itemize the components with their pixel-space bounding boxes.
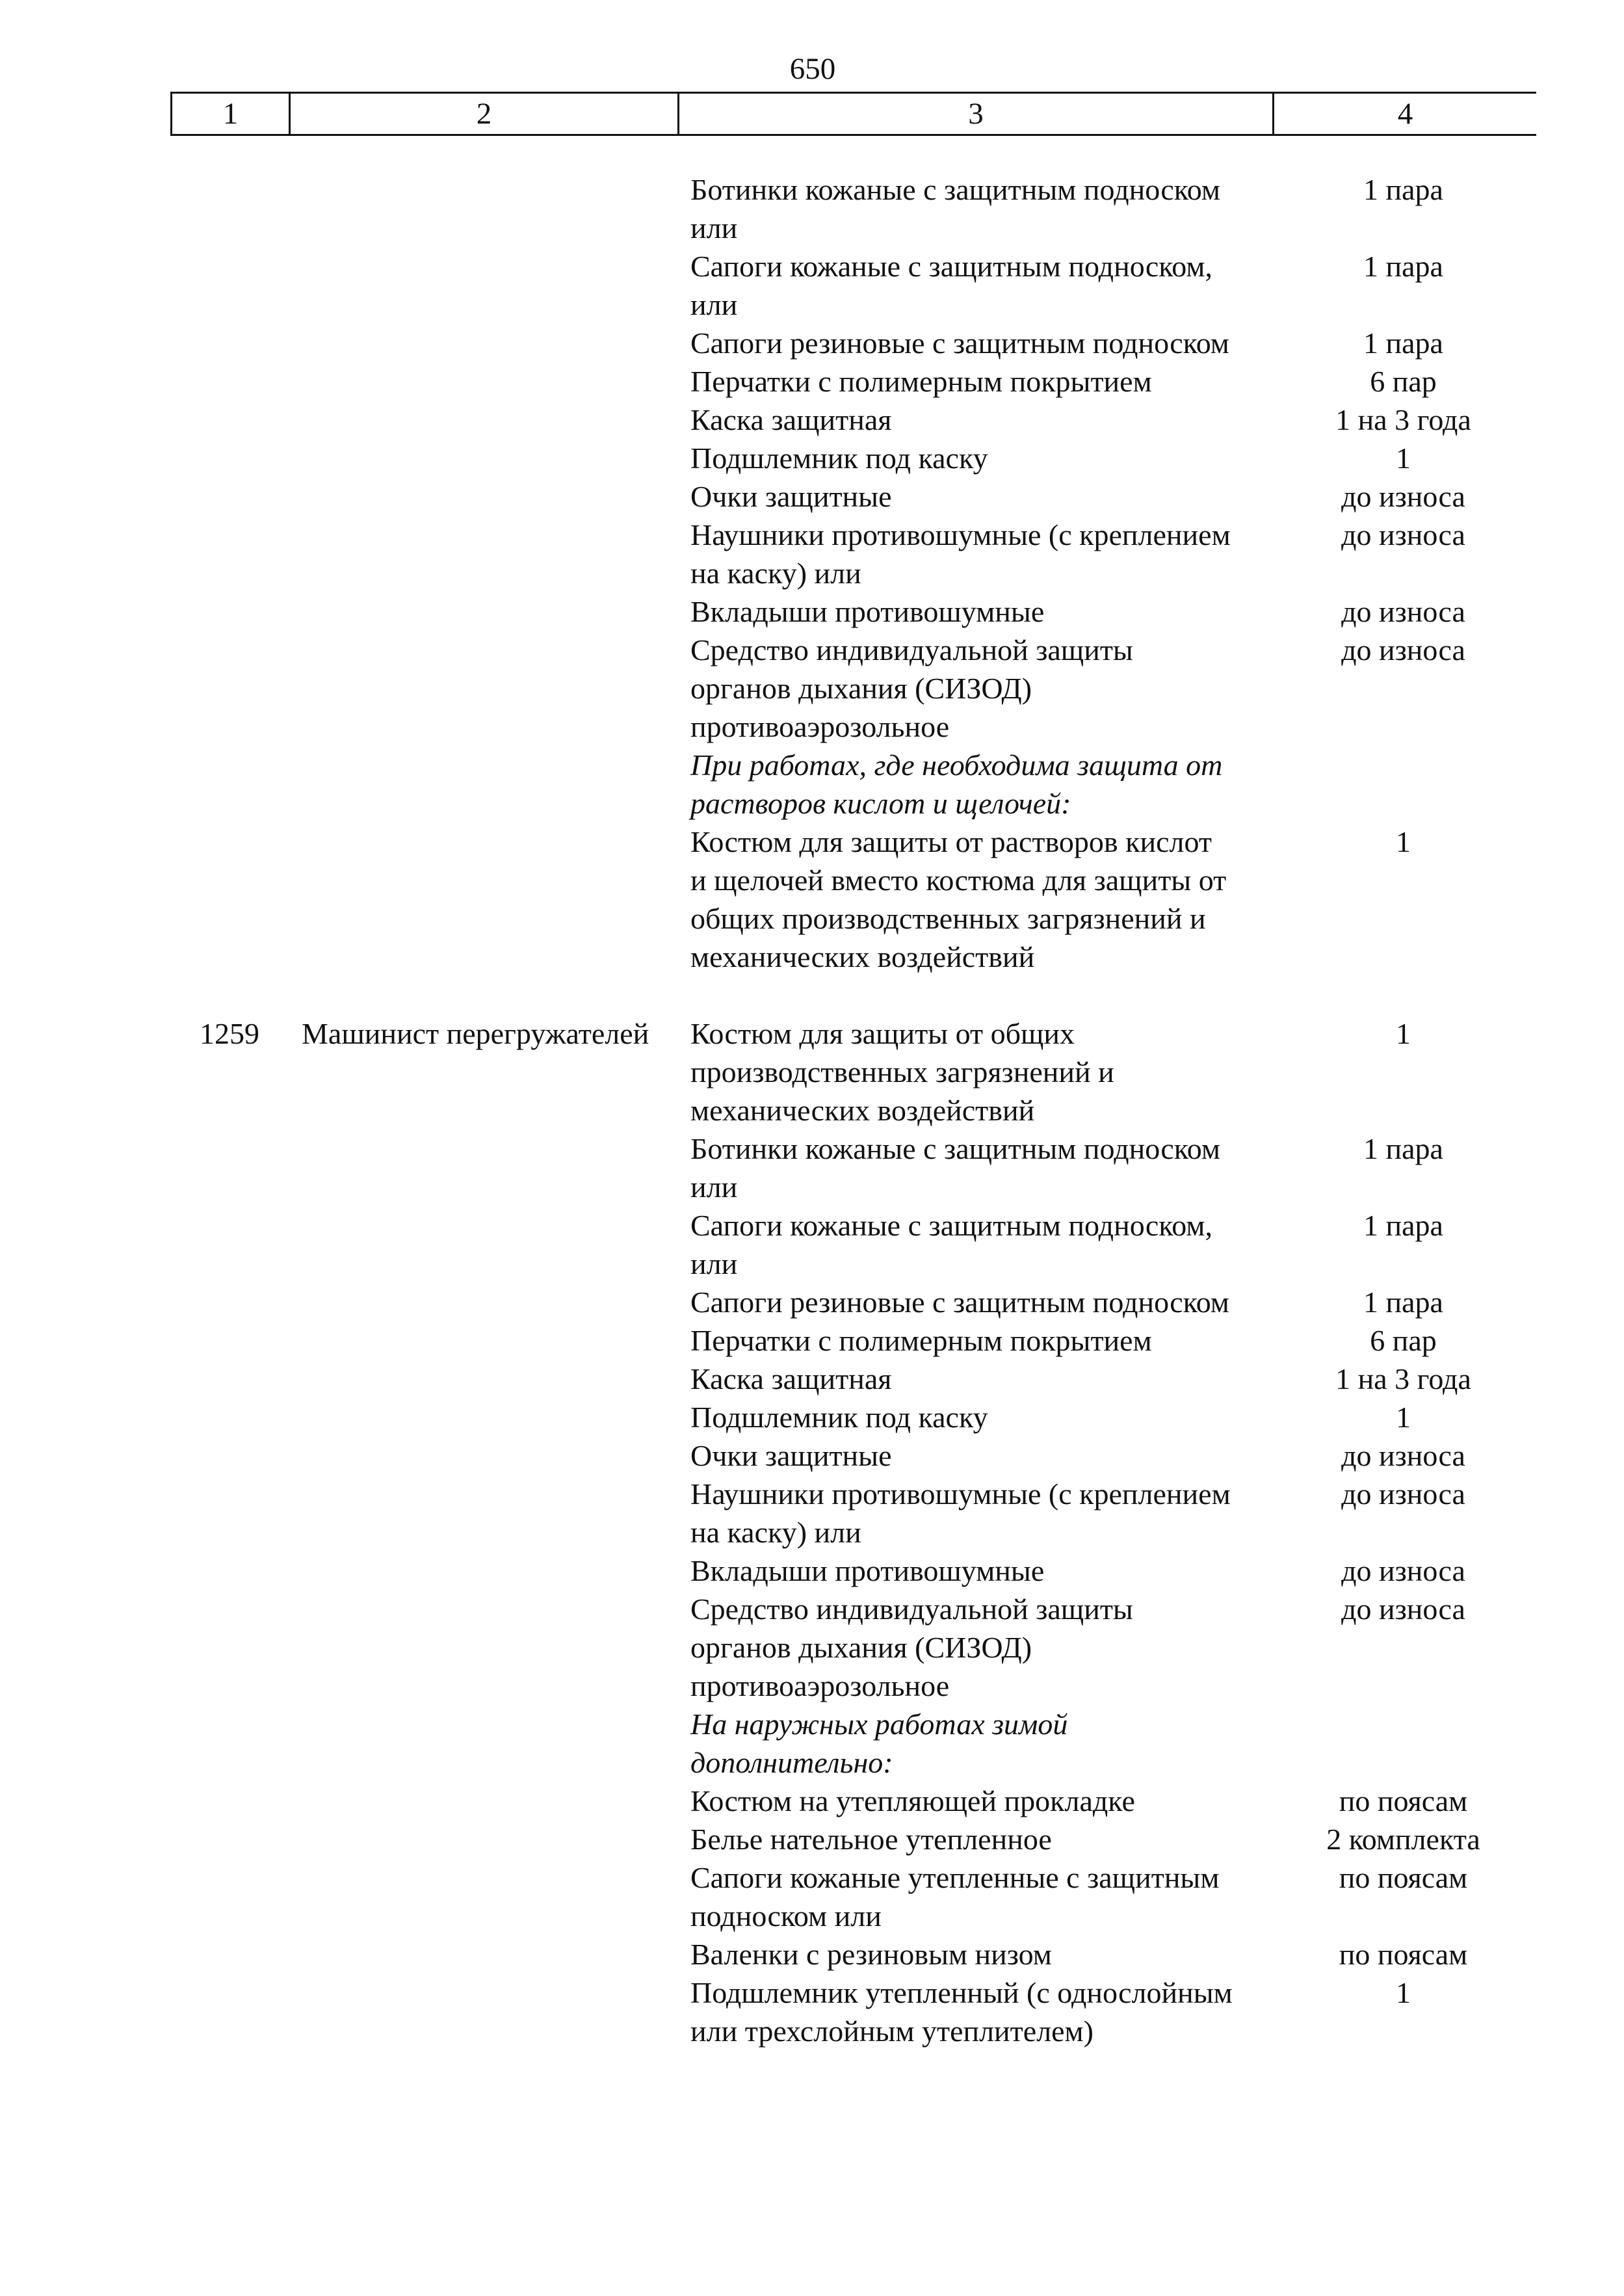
item-name: Ботинки кожаные с защитным подноском или [690, 173, 1221, 244]
item-name: Сапоги кожаные с защитным подноском, или [690, 250, 1213, 321]
list-item [690, 1973, 1534, 2050]
list-item [690, 362, 1534, 401]
item-norm: 1 [1396, 825, 1411, 858]
item-norm: по поясам [1339, 1784, 1468, 1817]
list-item [690, 1935, 1534, 1973]
item-name: Средство индивидуальной защиты органов дыхания (СИЗОД) противоаэрозольное [690, 1592, 1133, 1702]
item-norm: 1 пара [1363, 250, 1443, 283]
item-norm: 6 пар [1370, 365, 1437, 398]
item-norm: 1 пара [1363, 326, 1443, 360]
item-norm: до износа [1341, 1477, 1465, 1511]
item-norm: 6 пар [1370, 1324, 1437, 1357]
item-name: Костюм для защиты от общих производственных загрязнений и механических воздействий [690, 1017, 1114, 1127]
header-col-1: 1 [172, 94, 291, 134]
item-name: Очки защитные [690, 480, 892, 513]
item-condition: На наружных работах зимой дополнительно: [690, 1708, 1068, 1779]
item-norm: 1 пара [1363, 1132, 1443, 1165]
item-norm [1272, 746, 1534, 823]
item-norm: до износа [1341, 1439, 1465, 1472]
list-item [690, 1475, 1534, 1551]
item-norm: 1 пара [1363, 1209, 1443, 1242]
item-name: Белье нательное утепленное [690, 1823, 1052, 1856]
item-name: Наушники противошумные (с креплением на каску) или [690, 518, 1231, 590]
header-col-3: 3 [679, 94, 1274, 134]
item-name: Перчатки с полимерным покрытием [690, 365, 1152, 398]
item-name: Подшлемник утепленный (с однослойным или трехслойным утеплителем) [690, 1976, 1233, 2048]
item-norm: 1 на 3 года [1335, 1362, 1471, 1395]
list-item [690, 1206, 1534, 1283]
list-item [690, 1590, 1534, 1705]
entry-number: 1259 [200, 1017, 259, 1050]
list-item [690, 324, 1534, 362]
item-name: Очки защитные [690, 1439, 892, 1472]
item-norm: до износа [1341, 1592, 1465, 1626]
item-norm: до износа [1341, 1554, 1465, 1587]
item-name: Сапоги резиновые с защитным подноском [690, 1286, 1229, 1319]
item-name: Каска защитная [690, 1362, 892, 1395]
item-norm: 1 [1396, 1401, 1411, 1434]
list-item [690, 1858, 1534, 1935]
item-name: Подшлемник под каску [690, 1401, 988, 1434]
item-name: Вкладыши противошумные [690, 1554, 1045, 1587]
page-number: 650 [789, 52, 836, 86]
list-item [690, 592, 1534, 631]
item-norm [1272, 1705, 1534, 1782]
item-name: Подшлемник под каску [690, 442, 988, 475]
item-name: Сапоги резиновые с защитным подноском [690, 326, 1229, 360]
item-norm: до износа [1341, 595, 1465, 628]
list-item [690, 1436, 1534, 1475]
item-norm: до износа [1341, 480, 1465, 513]
item-norm: по поясам [1339, 1861, 1468, 1894]
list-item [690, 1014, 1534, 1129]
item-norm: до износа [1341, 633, 1465, 666]
table-body [170, 170, 1534, 2050]
list-item [690, 1782, 1534, 1820]
item-name: Каска защитная [690, 403, 892, 436]
item-name: Валенки с резиновым низом [690, 1938, 1052, 1971]
item-name: Вкладыши противошумные [690, 595, 1045, 628]
list-item [690, 823, 1534, 976]
header-col-2: 2 [291, 94, 679, 134]
item-norm: 1 [1396, 1017, 1411, 1050]
list-item [690, 1129, 1534, 1206]
list-item [690, 401, 1534, 439]
list-item [690, 1398, 1534, 1436]
item-name: Наушники противошумные (с креплением на каску) или [690, 1477, 1231, 1549]
item-name: Перчатки с полимерным покрытием [690, 1324, 1152, 1357]
item-name: Сапоги кожаные с защитным подноском, или [690, 1209, 1213, 1280]
item-name: Ботинки кожаные с защитным подноском или [690, 1132, 1221, 1204]
item-name: Сапоги кожаные утепленные с защитным подноском или [690, 1861, 1220, 1933]
list-item [690, 247, 1534, 324]
item-norm: 2 комплекта [1326, 1823, 1480, 1856]
list-item [690, 439, 1534, 477]
list-item [690, 516, 1534, 592]
list-item [690, 170, 1534, 247]
table-row [170, 1014, 1534, 2050]
list-item [690, 1705, 1534, 1782]
item-norm: 1 на 3 года [1335, 403, 1471, 436]
item-name: Костюм для защиты от растворов кислот и щелочей вместо костюма для защиты от общих производственных загрязнений и механических воздействий [690, 825, 1227, 973]
item-norm: 1 пара [1363, 173, 1443, 206]
list-item [690, 631, 1534, 746]
list-item [690, 1360, 1534, 1398]
item-name: Средство индивидуальной защиты органов дыхания (СИЗОД) противоаэрозольное [690, 633, 1133, 743]
list-item [690, 1820, 1534, 1858]
list-item [690, 1551, 1534, 1590]
list-item [690, 1321, 1534, 1360]
item-norm: 1 [1396, 442, 1411, 475]
item-name: Костюм на утепляющей прокладке [690, 1784, 1135, 1817]
continuation-items [677, 170, 1534, 976]
item-norm: по поясам [1339, 1938, 1468, 1971]
list-item [690, 1283, 1534, 1321]
entry-items [677, 1014, 1534, 2050]
item-condition: При работах, где необходима защита от растворов кислот и щелочей: [690, 748, 1223, 820]
list-item [690, 477, 1534, 516]
item-norm: 1 пара [1363, 1286, 1443, 1319]
table-header [170, 92, 1536, 136]
item-norm: до износа [1341, 518, 1465, 551]
item-norm: 1 [1396, 1976, 1411, 2009]
header-col-4: 4 [1397, 97, 1413, 131]
list-item [690, 746, 1534, 823]
entry-profession: Машинист перегружателей [302, 1017, 649, 1050]
